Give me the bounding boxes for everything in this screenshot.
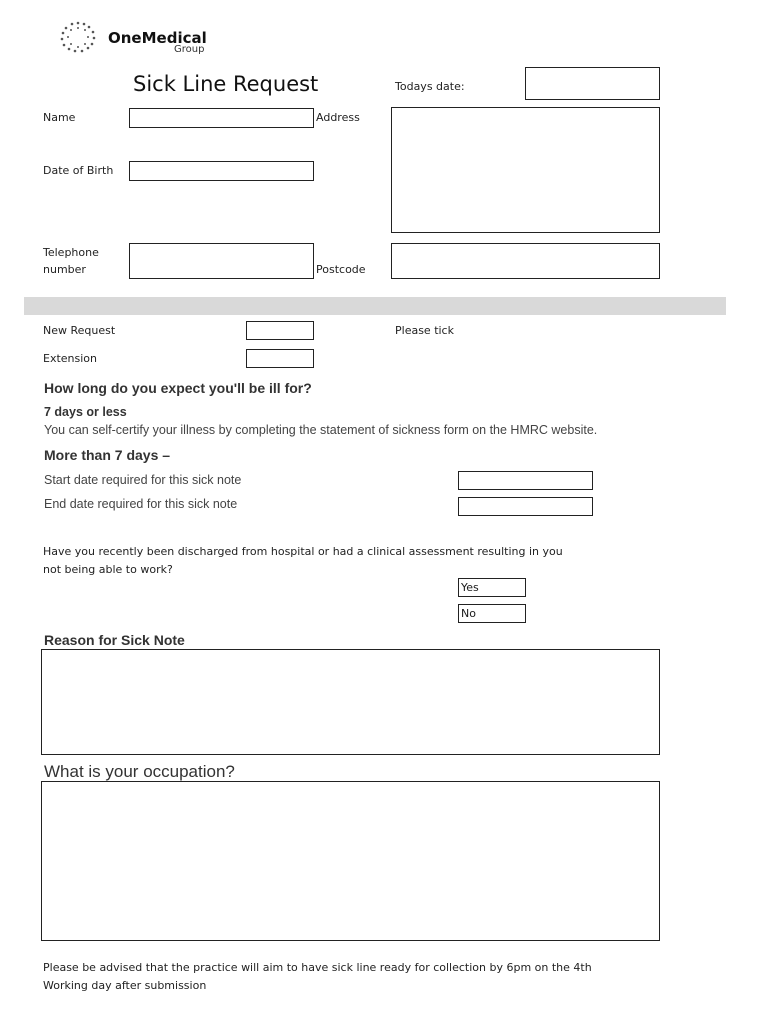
- logo-sub: Group: [174, 44, 205, 55]
- extension-label: Extension: [43, 352, 98, 365]
- name-label: Name: [43, 111, 76, 124]
- more-than-seven-days-heading: More than 7 days –: [44, 447, 171, 463]
- name-input[interactable]: [129, 108, 314, 128]
- dotted-circle-logo-icon: [56, 20, 100, 54]
- extension-checkbox[interactable]: [246, 349, 314, 368]
- postcode-label: Postcode: [316, 263, 366, 276]
- seven-days-or-less-heading: 7 days or less: [44, 405, 127, 419]
- section-divider: [24, 297, 726, 315]
- occupation-heading: What is your occupation?: [44, 762, 235, 781]
- hospital-question-line-2: not being able to work?: [43, 563, 173, 576]
- reason-heading: Reason for Sick Note: [44, 632, 185, 648]
- end-date-input[interactable]: [458, 497, 593, 516]
- new-request-checkbox[interactable]: [246, 321, 314, 340]
- please-tick-label: Please tick: [395, 324, 454, 337]
- self-certify-text: You can self-certify your illness by completing the statement of sickness form on the HMRC website.: [44, 423, 598, 437]
- footer-note-line-1: Please be advised that the practice will aim to have sick line ready for collection by 6pm on the 4th: [43, 961, 592, 974]
- address-label: Address: [316, 111, 360, 124]
- telephone-label-line-2: number: [43, 263, 86, 276]
- telephone-input[interactable]: [129, 243, 314, 279]
- postcode-input[interactable]: [391, 243, 660, 279]
- dob-input[interactable]: [129, 161, 314, 181]
- hospital-question-line-1: Have you recently been discharged from hospital or had a clinical assessment resulting in you: [43, 545, 563, 558]
- todays-date-label: Todays date:: [395, 80, 465, 93]
- telephone-label-line-1: Telephone: [43, 246, 99, 259]
- hospital-no-option[interactable]: No: [458, 604, 526, 623]
- todays-date-input[interactable]: [525, 67, 660, 100]
- footer-note-line-2: Working day after submission: [43, 979, 207, 992]
- new-request-label: New Request: [43, 324, 116, 337]
- dob-label: Date of Birth: [43, 164, 114, 177]
- page-title: Sick Line Request: [133, 72, 319, 96]
- occupation-textarea[interactable]: [41, 781, 660, 941]
- address-input[interactable]: [391, 107, 660, 233]
- start-date-label: Start date required for this sick note: [44, 473, 242, 487]
- hospital-yes-option[interactable]: Yes: [458, 578, 526, 597]
- end-date-label: End date required for this sick note: [44, 497, 238, 511]
- start-date-input[interactable]: [458, 471, 593, 490]
- reason-textarea[interactable]: [41, 649, 660, 755]
- duration-question: How long do you expect you'll be ill for?: [44, 380, 312, 396]
- logo-name: OneMedical: [108, 29, 207, 47]
